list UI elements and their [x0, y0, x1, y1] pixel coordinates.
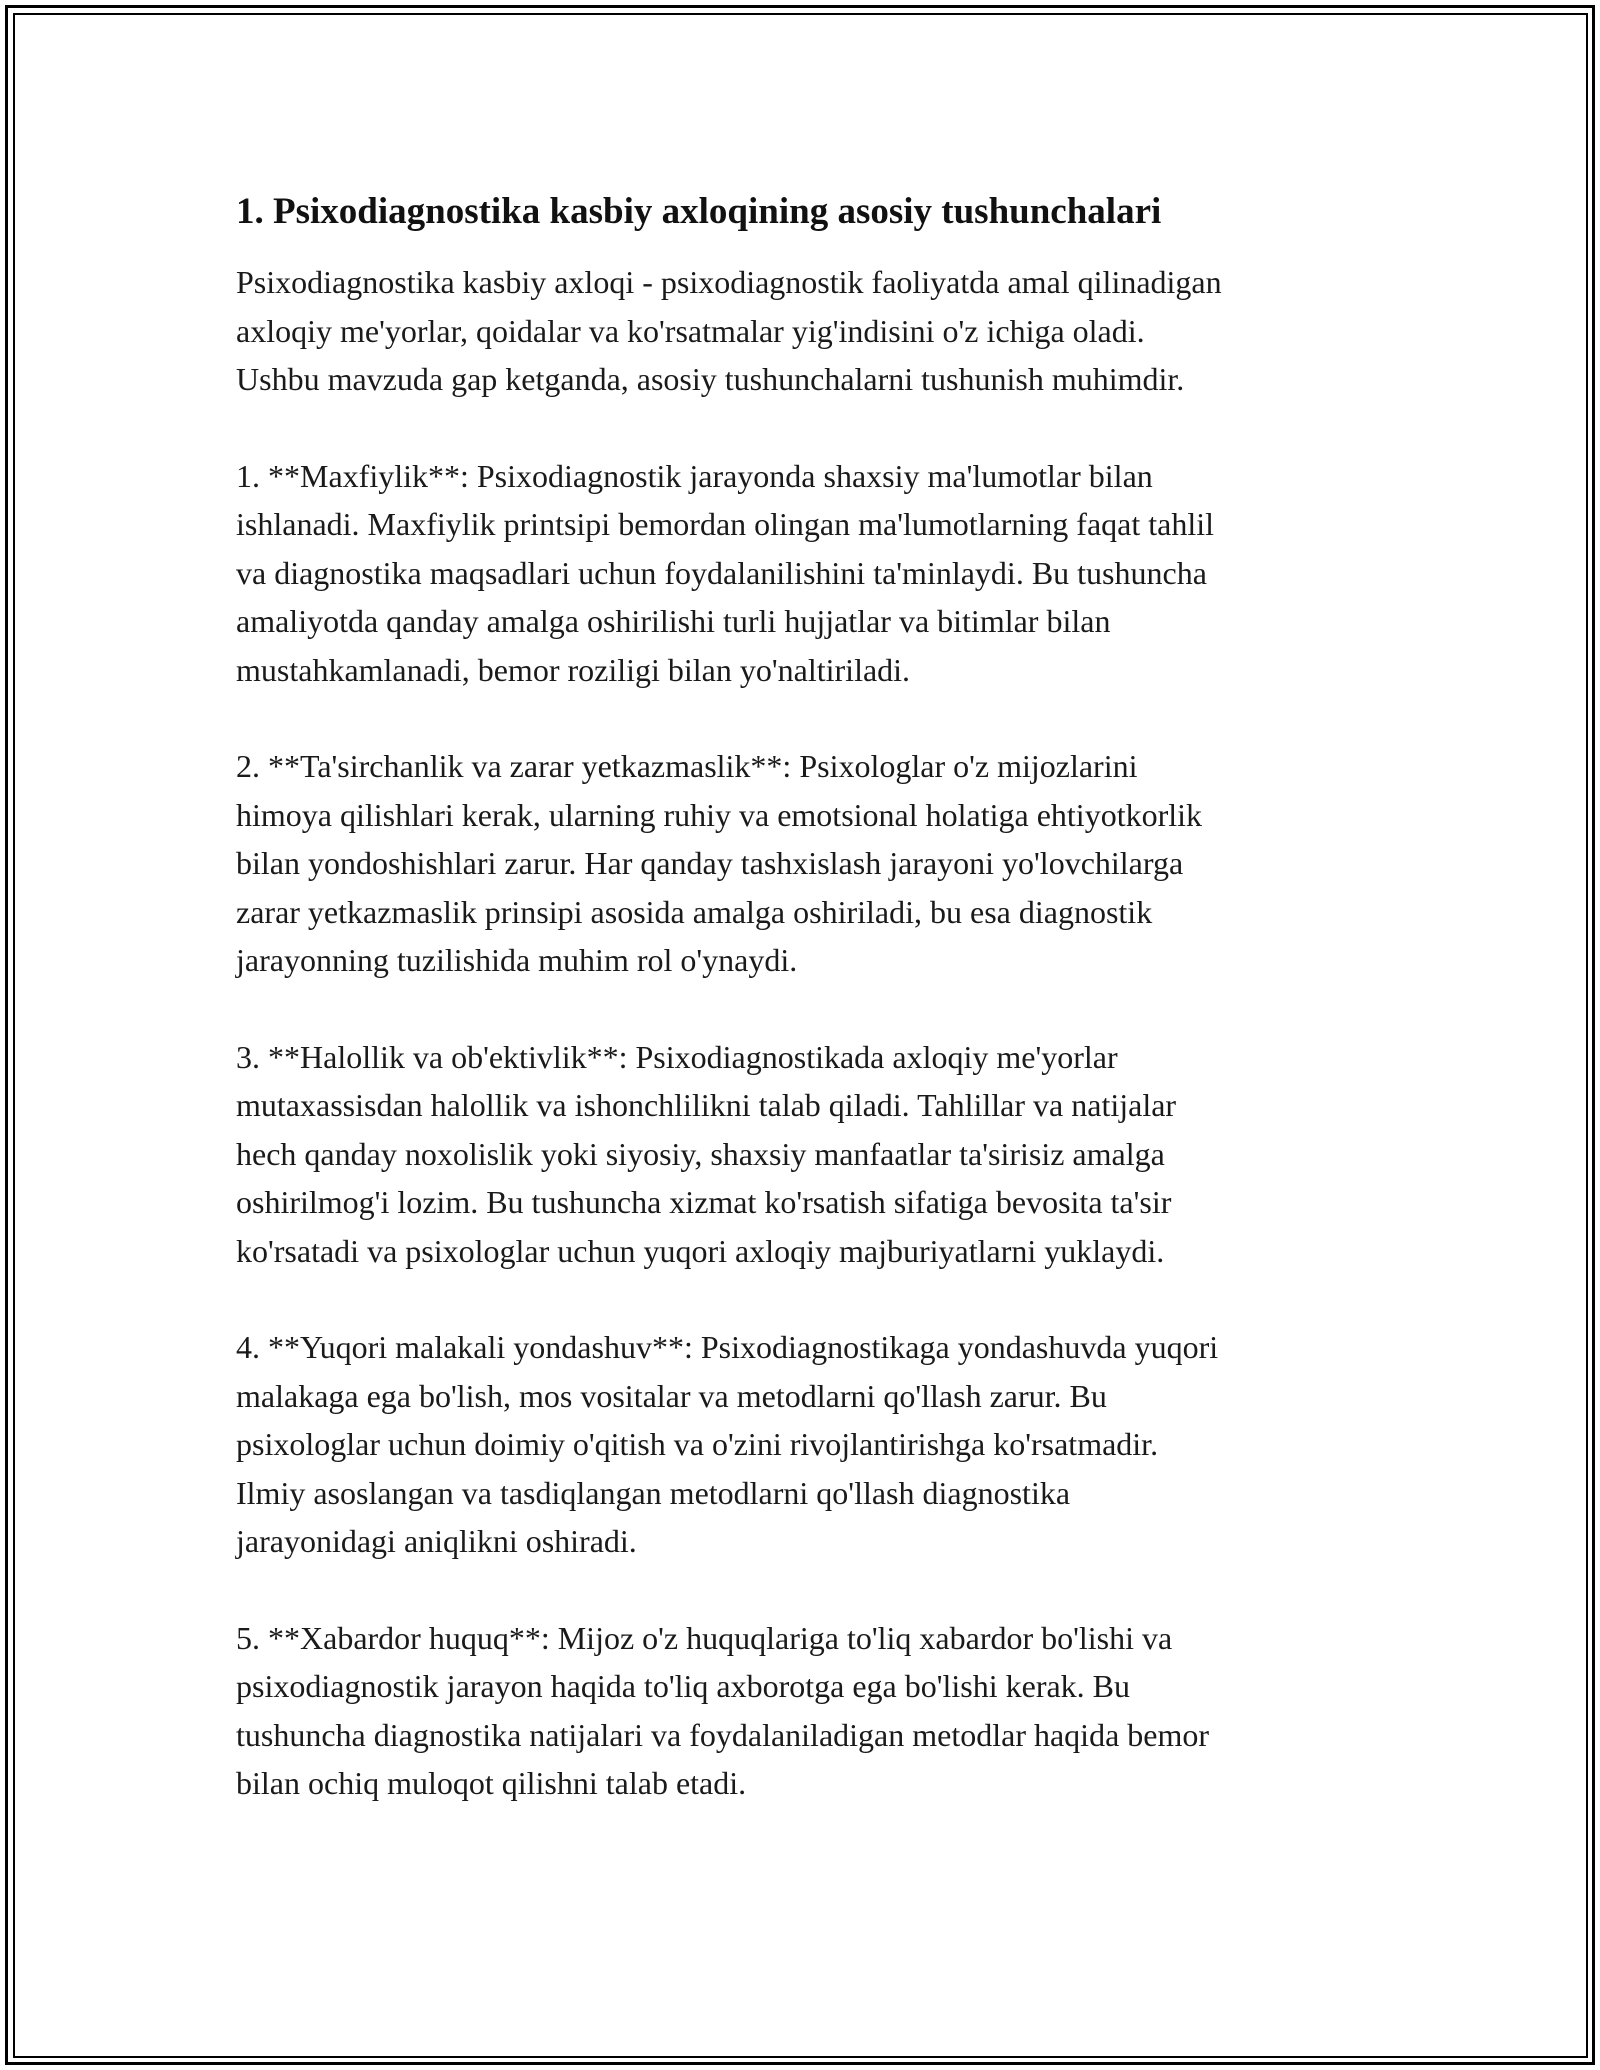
section-title: 1. Psixodiagnostika kasbiy axloqining asosiy tushunchalari: [236, 191, 1162, 232]
paragraph-tasirchanlik: 2. **Ta'sirchanlik va zarar yetkazmaslik**: Psixologlar o'z mijozlarini himoya qilishlari kerak, ularning ruhiy va emotsional holatiga ehtiyotkorlik bilan yondoshishlari zarur. Har qanday tashxislash jarayoni yo'lovchilarga zarar yetkazmaslik prinsipi asosida amalga oshiriladi, bu esa diagnostik jarayonning tuzilishida muhim rol o'ynaydi.: [236, 748, 1203, 978]
paragraph-xabardor-huquq: 5. **Xabardor huquq**: Mijoz o'z huquqlariga to'liq xabardor bo'lishi va psixodiagnostik jarayon haqida to'liq axborotga ega bo'lishi kerak. Bu tushuncha diagnostika natijalari va foydalaniladigan metodlar haqida bemor bilan ochiq muloqot qilishni talab etadi.: [236, 1619, 1210, 1801]
paragraph-halollik: 3. **Halollik va ob'ektivlik**: Psixodiagnostikada axloqiy me'yorlar mutaxassisdan halollik va ishonchlilikni talab qiladi. Tahlillar va natijalar hech qanday noxolislik yoki siyosiy, shaxsiy manfaatlar ta'sirisiz amalga oshirilmog'i lozim. Bu tushuncha xizmat ko'rsatish sifatiga bevosita ta'sir ko'rsatadi va psixologlar uchun yuqori axloqiy majburiyatlarni yuklaydi.: [236, 1038, 1177, 1269]
paragraph-maxfiylik: 1. **Maxfiylik**: Psixodiagnostik jarayonda shaxsiy ma'lumotlar bilan ishlanadi. Maxfiylik printsipi bemordan olingan ma'lumotlarning faqat tahlil va diagnostika maqsadlari uchun foydalanilishini ta'minlaydi. Bu tushuncha amaliyotda qanday amalga oshirilishi turli hujjatlar va bitimlar bilan mustahkamlanadi, bemor roziligi bilan yo'naltiriladi.: [236, 457, 1215, 688]
paragraph-yuqori-malakali: 4. **Yuqori malakali yondashuv**: Psixodiagnostikaga yondashuvda yuqori malakaga ega bo'lish, mos vositalar va metodlarni qo'llash zarur. Bu psixologlar uchun doimiy o'qitish va o'zini rivojlantirishga ko'rsatmadir. Ilmiy asoslangan va tasdiqlangan metodlarni qo'llash diagnostika jarayonidagi aniqlikni oshiradi.: [236, 1329, 1219, 1559]
document-body: [236, 186, 1376, 1856]
intro-paragraph: Psixodiagnostika kasbiy axloqi - psixodiagnostik faoliyatda amal qilinadigan axloqiy me'yorlar, qoidalar va ko'rsatmalar yig'indisini o'z ichiga oladi. Ushbu mavzuda gap ketganda, asosiy tushunchalarni tushunish muhimdir.: [236, 264, 1222, 397]
